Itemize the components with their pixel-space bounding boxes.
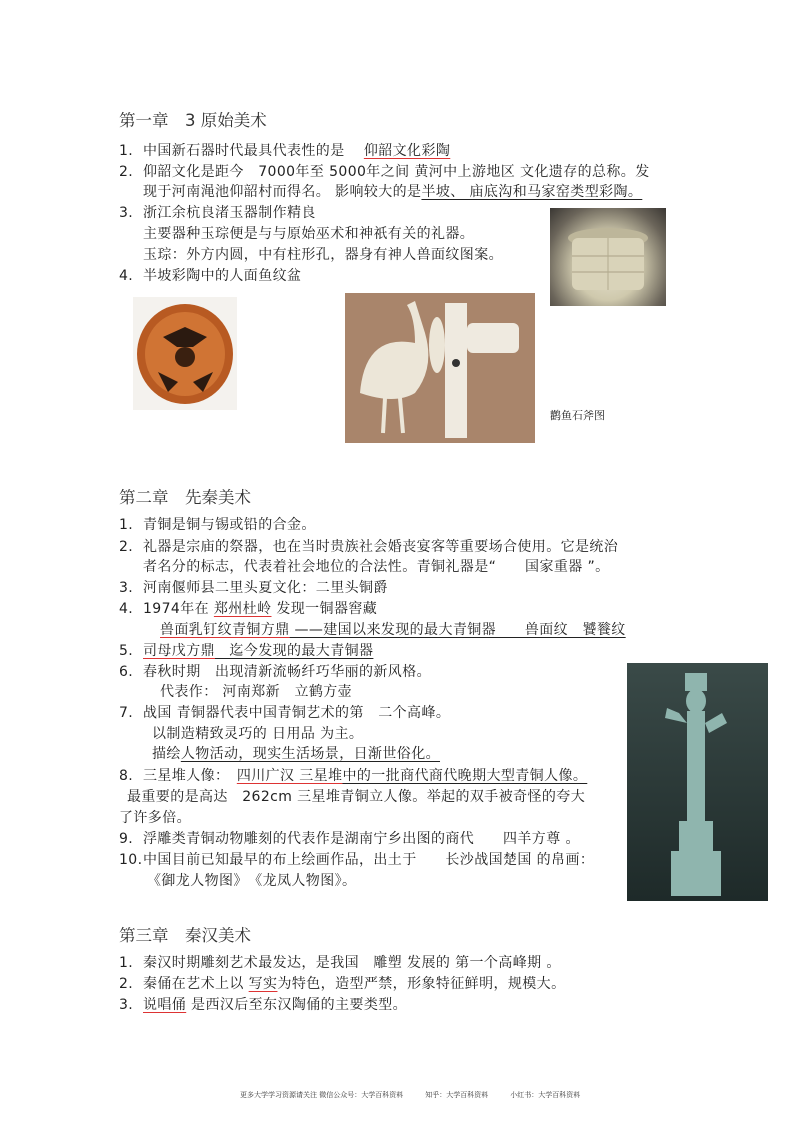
underlined-text: 四川广汉 三星堆 bbox=[236, 768, 343, 784]
painted-basin-image bbox=[133, 297, 237, 410]
list-item bbox=[119, 850, 594, 870]
item-number: 7. bbox=[119, 705, 134, 721]
item-number: 6. bbox=[119, 664, 134, 680]
item-number: 9. bbox=[119, 831, 134, 847]
item-number: 2. bbox=[119, 976, 134, 992]
list-item bbox=[119, 162, 650, 182]
underlined-text: 写实 bbox=[248, 976, 278, 992]
bronze-standing-figure-image bbox=[627, 663, 768, 901]
item-number: 3. bbox=[119, 997, 134, 1013]
item-text: 秦俑在艺术上以 bbox=[143, 976, 249, 992]
list-item-continued bbox=[152, 744, 440, 764]
footer-zhihu: 知乎：大学百科资料 bbox=[425, 1091, 489, 1099]
jade-cong-image bbox=[550, 208, 666, 306]
item-number: 5. bbox=[119, 643, 134, 659]
list-item-continued: 者名分的标志，代表着社会地位的合法性。青铜礼器是“ 国家重器 ”。 bbox=[143, 559, 610, 575]
item-text: 描绘 bbox=[152, 746, 181, 762]
item-number: 3. bbox=[119, 205, 134, 221]
underlined-text: ——建国以来发现的最大青铜器 兽面纹 饕餮纹 bbox=[289, 622, 626, 638]
item-text: 发现一铜器窖藏 bbox=[271, 601, 378, 617]
item-text: 半坡彩陶中的人面鱼纹盆 bbox=[143, 268, 302, 284]
footer-wechat: 更多大学学习资源请关注 微信公众号：大学百科资料 bbox=[240, 1091, 404, 1099]
underlined-text: 司母戊方鼎 bbox=[143, 643, 215, 659]
item-text: 浙江余杭良渚玉器制作精良 bbox=[143, 205, 316, 221]
item-number: 8. bbox=[119, 768, 134, 784]
list-item-continued: 代表作： 河南郑新 立鹤方壶 bbox=[160, 684, 353, 700]
item-text: 浮雕类青铜动物雕刻的代表作是湖南宁乡出图的商代 四羊方尊 。 bbox=[143, 831, 580, 847]
item-text: 中国新石器时代最具代表性的是 bbox=[143, 143, 364, 159]
chapter-3-title: 第三章 秦汉美术 bbox=[119, 926, 251, 945]
chapter-1-title: 第一章 3 原始美术 bbox=[119, 111, 267, 130]
item-number: 10. bbox=[119, 852, 143, 868]
list-item-continued: 了许多倍。 bbox=[119, 810, 191, 826]
item-text: 中国目前已知最早的布上绘画作品，出土于 长沙战国楚国 的帛画： bbox=[143, 852, 595, 868]
underlined-text: 仰韶文化彩陶 bbox=[363, 143, 451, 159]
list-item-continued: 《御龙人物图》 《龙凤人物图》。 bbox=[147, 873, 357, 889]
list-item bbox=[119, 974, 565, 994]
item-text: 三星堆人像： bbox=[143, 768, 237, 784]
item-number: 3. bbox=[119, 580, 134, 596]
item-text: 青铜是铜与锡或铅的合金。 bbox=[143, 517, 316, 533]
list-item-continued: 以制造精致灵巧的 日用品 为主。 bbox=[152, 726, 364, 742]
item-text: 秦汉时期雕刻艺术最发达，是我国 雕塑 发展的 第一个高峰期 。 bbox=[143, 955, 561, 971]
item-number: 1. bbox=[119, 955, 134, 971]
list-item bbox=[119, 662, 431, 682]
item-text: 战国 青铜器代表中国青铜艺术的第 二个高峰。 bbox=[143, 705, 451, 721]
list-item bbox=[119, 515, 316, 535]
item-text: 1974年在 bbox=[143, 601, 214, 617]
underlined-text: 郑州杜岭 bbox=[213, 601, 272, 617]
item-text: 仰韶文化是距今 7000年至 5000年之间 黄河中上游地区 文化遗存的总称。发 bbox=[143, 164, 650, 180]
item-text: 河南偃师县二里头夏文化：二里头铜爵 bbox=[143, 580, 388, 596]
image-caption: 鹳鱼石斧图 bbox=[550, 409, 605, 422]
list-item-continued bbox=[143, 182, 642, 202]
list-item bbox=[119, 953, 561, 973]
list-item bbox=[119, 578, 388, 598]
footer-xiaohongshu: 小红书：大学百科资料 bbox=[510, 1091, 581, 1099]
item-text: 是西汉后至东汉陶俑的主要类型。 bbox=[186, 997, 408, 1013]
underlined-text: 兽面乳钉纹青铜方鼎 bbox=[160, 622, 290, 638]
chapter-2-title: 第二章 先秦美术 bbox=[119, 488, 251, 507]
item-number: 4. bbox=[119, 601, 134, 617]
item-number: 1. bbox=[119, 517, 134, 533]
list-item bbox=[119, 641, 373, 661]
underlined-text: 人物活动，现实生活场景，日渐世俗化。 bbox=[180, 746, 441, 762]
list-item bbox=[119, 141, 450, 161]
stork-fish-axe-image bbox=[345, 293, 535, 443]
list-item-continued: 玉琮：外方内圆，中有柱形孔，器身有神人兽面纹图案。 bbox=[143, 247, 503, 263]
list-item bbox=[119, 266, 301, 286]
list-item bbox=[119, 703, 450, 723]
list-item bbox=[119, 203, 316, 223]
item-number: 1. bbox=[119, 143, 134, 159]
page-footer bbox=[240, 1090, 602, 1100]
item-text: 为特色，造型严禁，形象特征鲜明，规模大。 bbox=[277, 976, 566, 992]
underlined-text: 迄今发现的最大青铜器 bbox=[215, 643, 374, 659]
list-item bbox=[119, 537, 618, 557]
item-text: 礼器是宗庙的祭器，也在当时贵族社会婚丧宴客等重要场合使用。它是统治 bbox=[143, 539, 619, 555]
item-number: 2. bbox=[119, 539, 134, 555]
list-item-continued: 最重要的是高达 262cm 三星堆青铜立人像。举起的双手被奇怪的夸大 bbox=[127, 789, 586, 805]
item-text: 春秋时期 出现清新流畅纤巧华丽的新风格。 bbox=[143, 664, 431, 680]
underlined-text: 半坡、 庙底沟和马家窑类型彩陶。 bbox=[421, 184, 643, 200]
underlined-text: 说唱俑 bbox=[143, 997, 187, 1013]
item-number: 4. bbox=[119, 268, 134, 284]
list-item bbox=[119, 995, 407, 1015]
underlined-text: 中的一批商代商代晚期大型青铜人像。 bbox=[342, 768, 588, 784]
list-item bbox=[119, 829, 580, 849]
item-number: 2. bbox=[119, 164, 134, 180]
list-item bbox=[119, 766, 587, 786]
list-item bbox=[119, 599, 377, 619]
item-text: 现于河南渑池仰韶村而得名。 影响较大的是 bbox=[143, 184, 422, 200]
list-item-continued bbox=[160, 620, 626, 640]
list-item-continued: 主要器种玉琮便是与与原始巫术和神祇有关的礼器。 bbox=[143, 226, 475, 242]
